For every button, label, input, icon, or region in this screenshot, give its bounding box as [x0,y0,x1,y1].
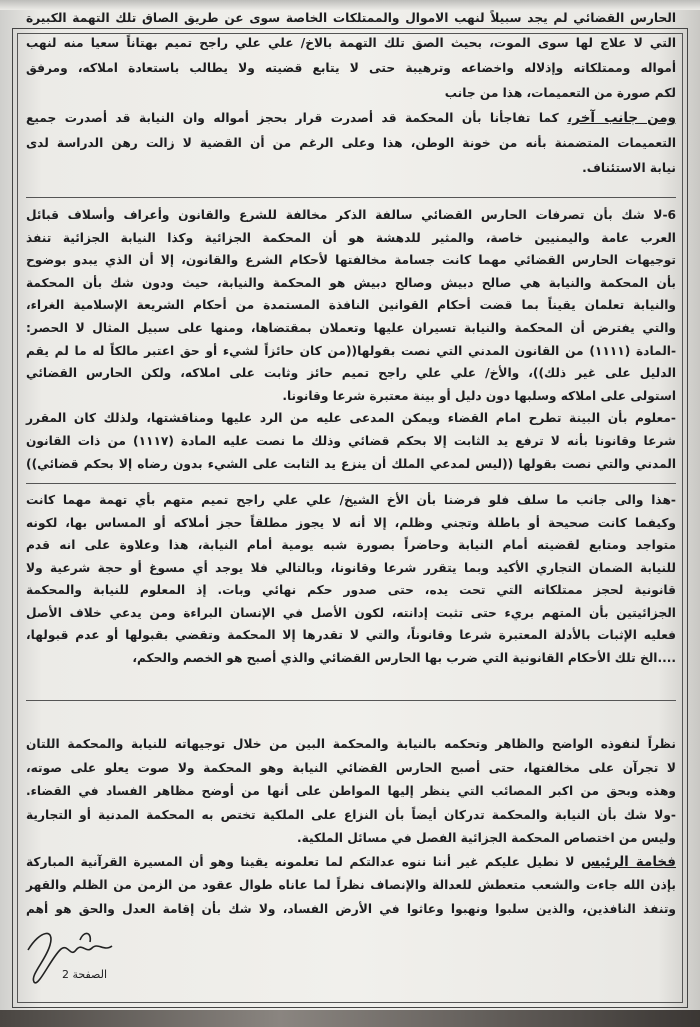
text-line: بإذن الله جاءت والشعب متعطش للعدالة والإنصاف نظراً لما عاناه طوال عقود من الزمن من الظلم والقهر [26,878,676,892]
text-line: التي لا علاج لها سوى الموت، بحيث الصق تلك التهمة بالاخ/ علي علي راجح تميم بهتاناً سعيا منه لنهب [26,36,676,50]
text-line: -ولا شك بأن النيابة والمحكمة تدركان أيضاً بأن النزاع على الملكية تختص به المحكمة المدنية أو التجارية [26,807,676,822]
text-line: نظراً لنفوذه الواضح والظاهر وتحكمه بالنيابة والمحكمة البين من خلال توجيهاته للنيابة والمحكمة اللتان [26,737,676,751]
text-line: -معلوم بأن البينة تطرح امام القضاء ويمكن المدعى عليه من الرد عليها ومناقشتها، ولذلك كان المقرر [26,411,676,426]
text-line: -المادة (١١١١) من القانون المدني التي نصت بقولها((من كان حائزاً لشيء أو حق اعتبر مالكاً له ما لم يقم [26,343,677,358]
photo-background-bottom [0,1010,700,1027]
text-line: استولى على املاكه وسلبها دون دليل أو بينة معتبرة شرعا وقانونا. [282,388,676,403]
text-line: شرعا وقانونا بأنه لا ترفع يد الثابت إلا بحكم قضائي وذلك ما نصت عليه المادة (١١١٧) من ذات القانون [26,433,676,448]
text-line: المدني والتي نصت بقولها ((ليس لمدعي الملك أن ينزع يد الثابت على الشيء بدون رضاه إلا بحكم قضائي)) [26,456,676,471]
text-line: متواجد ومتابع لقضيته أمام النيابة وحاضراً بصورة شبه يومية أمام النيابة، هذا وعلاوة على انه قدم [26,538,676,552]
text-line: نيابة الاستئناف. [582,161,676,175]
text-line: وليس من اختصاص المحكمة الجزائية الفصل في مسائل الملكية. [296,831,676,845]
text-line: لكم صورة من التعميمات، هذا من جانب [444,86,676,100]
text-line: الدليل على غير ذلك))، والأخ/ علي علي راجح تميم حائز وثابت على املاكه، ولكن الحارس القضائي [26,366,676,381]
text-line [26,851,676,875]
text-line-rest: كما تفاجأنا بأن المحكمة قد أصدرت قرار بحجز أمواله وان النيابة قد أصدرت جميع [26,111,568,125]
text-line: والنيابة تعلمان يقيناً بما قضت أحكام القوانين النافذة المستمدة من أحكام الشريعة الإسلامية الغراء، [26,298,676,313]
text-line: للنيابة الضمان التجاري الأكيد وبما يتقرر شرعا وقانونا، وبالتالي فلا يوجد أي مسوغ أو حجة شرعية ولا [26,560,676,575]
text-line: التعميمات المتضمنة بأنه من خونة الوطن، هذا وعلى الرغم من أن القضية لا زالت رهن الدراسة لدى [26,136,676,150]
text-line: والتي يفترض أن المحكمة والنيابة تسيران عليها وتعملان بمقتضاها، ومنها على سبيل المثال لا الحصر: [26,320,676,335]
text-line: لا تجرآن على مخالفتها، حتى أصبح الحارس القضائي النيابة وهو المحكمة ولا صوت يعلو على صوته، [26,760,676,775]
text-line: الجزائيتين بأن المتهم بريء حتى تثبت إدانته، لكون الأصل في الإنسان البراءة ومن يدعي خلاف الأصل [26,605,676,620]
underlined-heading: ومن جانب آخر، [567,110,676,126]
text-line: وكيفما كانت صحيحة أو باطلة وتجني وظلم، إلا أنه لا يجوز مطلقاً حجز أملاكه أو المساس بها، لكونه [26,515,676,530]
text-line: -هذا والى جانب ما سلف فلو فرضنا بأن الأخ الشيخ/ علي علي راجح تميم متهم بأي تهمة مهما كانت [26,493,676,507]
paragraph-conclusion [26,733,676,921]
text-line: الحارس القضائي لم يجد سبيلاً لنهب الاموال والممتلكات الخاصة سوى عن طريق الصاق تلك التهمة الكبيرة [26,11,676,25]
paragraph-seizure [26,489,676,669]
section-divider [26,700,676,701]
text-line: قانونية لحجز ممتلكاته التي تحت يده، حتى صدور حكم نهائي وبات. إذ المعلوم للنيابة والمحكمة [26,583,676,597]
paragraph-confiscation [26,6,676,181]
page-number: الصفحة 2 [62,968,108,981]
text-line: 6-لا شك بأن تصرفات الحارس القضائي سالفة الذكر مخالفة للشرع والقانون وأعراف وأسلاف قبائل [26,208,676,222]
text-line: توجيهات الحارس القضائي مهما كانت جسامة مخالفتها لأحكام الشرع والقانون، إلا أن الذي يبدو بوضوح [26,253,676,268]
paragraph-point-6 [26,204,676,475]
text-line: فعليه الإثبات بالأدلة المعتبرة شرعا وقانوناً، والتي لا تقدرها إلا المحكمة وتقضي بقبولها أو عدم قبولها، [26,628,676,642]
text-line: وتنفذ النافذين، والذين سلبوا ونهبوا وعاثوا في الأرض الفساد، ولا شك بأن إقامة العدل والحق هو أهم [26,901,676,916]
text-line: وهذه وبحق من اكبر المصائب التي ينظر إليها المواطن على أنها من أوضح مظاهر الفساد في القضاء. [26,784,676,798]
text-line: ....الخ تلك الأحكام القانونية التي ضرب بها الحارس القضائي والذي أصبح هو الخصم والحكم، [132,650,676,665]
section-divider [26,483,676,484]
text-line [26,106,676,131]
section-divider [26,197,676,198]
underlined-heading: فخامة الرئيس [581,853,676,870]
text-line: أمواله وممتلكاته وإذلاله واخضاعه وترهيبة حتى لا يتابع قضيته ولا يطالب باستعادة املاكه، ومرفق [26,61,676,75]
text-line: العرب عامة واليمنيين خاصة، والمثير للدهشة هو أن المحكمة الجزائية وكذا النيابة الجزائية تنفذ [26,230,676,245]
text-line-rest: لا نطيل عليكم غير أننا ننوه عدالتكم لما تعلمونه يقينا وهو أن المسيرة القرآنية المباركة [26,854,582,869]
text-line: بأن المحكمة والنيابة هي صالح دبيش وصالح دبيش هو المحكمة والنيابة، حيث ودون شك بأن المحكمة [26,275,676,290]
